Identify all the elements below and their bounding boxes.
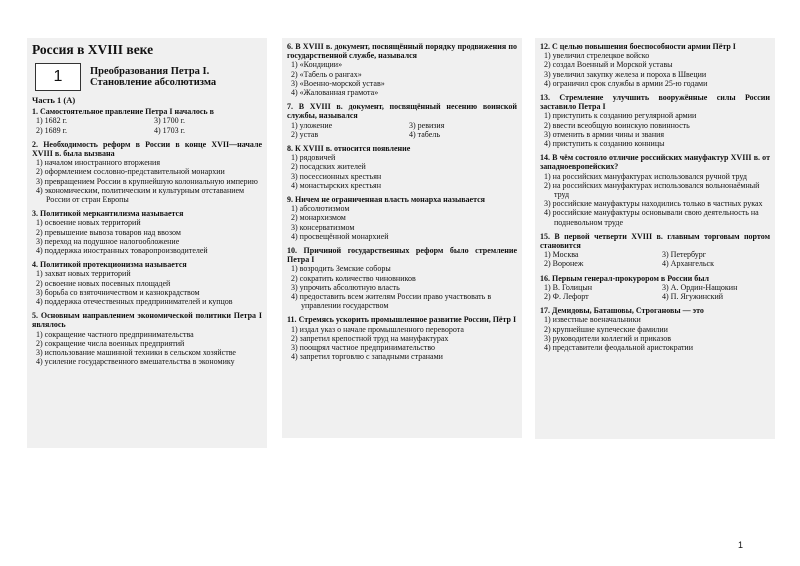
question-8 [287,144,517,190]
answer-option: 2) посадских жителей [291,162,366,172]
section-header [32,63,262,93]
question-prompt: Демидовы, Баташовы, Строгановы — это [552,306,704,316]
answer-option: 3) «Военно-морской устав» [291,78,385,88]
part-heading: Часть 1 (А) [32,95,76,105]
question-3 [32,209,262,255]
answer-option: 2) сократить количество чиновников [291,273,416,283]
answer-options [540,283,770,301]
question-text [287,102,517,120]
question-prompt: В XVIII в. документ, посвящённый порядку продвижения по государственной службе, назывался [287,42,517,61]
answer-option: 2) 1689 г. [36,125,68,135]
answer-option: 3) российские мануфактуры находились только в частных руках [544,199,763,209]
answer-option: 1) началом иностранного вторжения [36,158,161,168]
answer-option: 1) на российских мануфактурах использовался ручной труд [544,171,747,181]
page-number: 1 [738,540,744,550]
question-2 [32,140,262,204]
answer-option: 3) упрочить абсолютную власть [291,282,400,292]
answer-option: 4) «Жалованная грамота» [291,88,379,98]
question-number: 15. [540,231,550,241]
question-prompt: Стремление улучшить вооружённые силы России заставило Петра I [540,93,770,112]
answer-option: 2) ввести всеобщую воинскую повинность [544,120,690,130]
answer-option: 4) поддержка иностранных товаропроизводителей [36,246,208,256]
answer-option: 1) известные военачальники [544,315,641,325]
answer-option: 4) усиление государственного вмешательства в экономику [36,357,235,367]
question-number: 1. [32,107,38,117]
question-14 [540,153,770,227]
question-prompt: Ничем не ограниченная власть монарха называется [295,195,485,205]
answer-option: 2) превышение вывоза товаров над ввозом [36,227,181,237]
question-9 [287,195,517,241]
answer-options [32,158,262,204]
question-11 [287,315,517,361]
answer-option: 1) Москва [544,250,579,260]
answer-option: 2) оформлением сословно-представительной монархии [36,167,225,177]
question-prompt: С целью повышения боеспособности армии Пётр I [552,42,736,51]
question-number: 13. [540,93,550,103]
question-number: 10. [287,246,297,256]
answer-option: 1) издал указ о начале промышленного переворота [291,324,464,334]
answer-option: 4) Архангельск [662,259,714,269]
answer-option: 2) на российских мануфактурах использовался вольнонаёмный труд [544,180,760,200]
question-number: 9. [287,195,293,205]
question-prompt: Политикой протекционизма называется [40,260,187,270]
question-prompt: Необходимость реформ в России в конце XVII—начале XVIII в. была вызвана [32,139,263,159]
question-number: 17. [540,306,550,316]
question-number: 8. [287,144,293,154]
answer-option: 2) Воронеж [544,259,584,269]
section-number-box: 1 [35,63,81,91]
answer-option: 4) экономическим, политическим и культурным отставанием России от стран Европы [36,185,245,205]
question-number: 16. [540,273,550,283]
question-number: 5. [32,311,38,321]
answer-option: 2) монархизмом [291,213,346,223]
question-number: 3. [32,209,38,219]
answer-option: 3) консерватизмом [291,222,355,232]
question-6 [287,42,517,97]
answer-options [287,121,517,139]
question-prompt: В чём состояло отличие российских мануфактур XVIII в. от западноевропейских? [540,153,770,172]
question-text [540,306,770,315]
answer-option: 4) представители феодальной аристократии [544,343,693,353]
question-prompt: Самостоятельное правление Петра I началось в [40,107,214,117]
question-text [540,93,770,111]
answer-option: 4) российские мануфактуры основывали свою деятельность на подневольном труде [544,208,759,227]
question-number: 12. [540,42,550,51]
answer-option: 2) устав [291,129,319,139]
answer-option: 4) поддержка отечественных предпринимателей и купцов [36,297,233,307]
answer-options [540,111,770,148]
answer-option: 2) «Табель о рангах» [291,69,362,79]
answer-options [287,264,517,310]
question-prompt: Причиной государственных реформ было стремление Петра I [287,246,517,265]
answer-option: 4) 1703 г. [154,125,186,135]
answer-option: 3) поощрял частное предпринимательство [291,343,436,353]
answer-option: 2) крупнейшие купеческие фамилии [544,324,668,334]
question-13 [540,93,770,148]
answer-option: 3) ревизия [409,120,445,130]
section-title-line-1: Преобразования Петра I. [90,66,210,77]
question-15 [540,232,770,269]
answer-option: 4) запретил торговлю с западными странами [291,352,443,362]
page-column-3 [535,38,775,439]
question-list [32,107,262,366]
answer-options [287,60,517,97]
question-16 [540,274,770,302]
answer-option: 1) сокращение частного предпринимательства [36,329,194,339]
answer-option: 3) посессионных крестьян [291,171,382,181]
answer-option: 2) Ф. Лефорт [544,292,589,302]
answer-options [540,51,770,88]
answer-option: 4) П. Ягужинский [662,292,724,302]
question-7 [287,102,517,139]
answer-option: 4) предоставить всем жителям России право участвовать в управлении государством [291,292,492,311]
answer-option: 1) В. Голицын [544,282,593,292]
question-text [32,140,262,158]
answer-options [32,269,262,306]
answer-option: 3) использование машинной техники в сельском хозяйстве [36,348,236,358]
answer-option: 3) увеличил закупку железа и пороха в Швеции [544,69,707,79]
section-title [90,66,216,88]
answer-option: 4) монастырских крестьян [291,180,381,190]
answer-option: 3) борьба со взяточничеством и казнокрадством [36,287,200,297]
answer-option: 1) 1682 г. [36,116,68,126]
question-number: 7. [287,102,293,112]
answer-options [540,172,770,227]
answer-option: 3) отменить в армии чины и звания [544,129,665,139]
page-column-2 [282,38,522,438]
answer-options [287,153,517,190]
answer-option: 3) Петербург [662,250,707,260]
question-text [540,42,770,51]
question-prompt: В первой четверти XVIII в. главным торговым портом становится [540,231,771,251]
answer-option: 1) уложение [291,120,333,130]
question-text [32,107,262,116]
answer-options [540,315,770,352]
answer-option: 1) рядовичей [291,153,336,163]
answer-options [32,218,262,255]
answer-option: 1) приступить к созданию регулярной армии [544,111,697,121]
question-text [287,144,517,153]
answer-options [32,330,262,367]
question-number: 4. [32,260,38,270]
page-column-1 [27,38,267,448]
question-text [287,195,517,204]
question-list [540,42,770,352]
answer-option: 1) «Кондиции» [291,60,343,70]
answer-option: 1) захват новых территорий [36,269,131,279]
answer-options [32,116,262,134]
question-10 [287,246,517,310]
answer-option: 3) превращением России в крупнейшую колониальную империю [36,176,258,186]
question-number: 14. [540,153,550,163]
answer-option: 2) создал Военный и Морской уставы [544,60,673,70]
answer-option: 1) абсолютизмом [291,204,350,214]
answer-option: 4) просвещённой монархией [291,231,389,241]
question-12 [540,42,770,88]
answer-option: 2) сокращение числа военных предприятий [36,338,185,348]
question-prompt: Основным направлением экономической политики Петра I являлось [32,311,262,330]
question-text [287,315,517,324]
question-text [287,246,517,264]
answer-options [287,325,517,362]
question-text [540,232,770,250]
answer-option: 3) А. Ордин-Нащокин [662,282,738,292]
answer-options [287,204,517,241]
question-text [540,274,770,283]
question-5 [32,311,262,366]
answer-option: 2) запретил крепостной труд на мануфактурах [291,333,449,343]
question-prompt: В XVIII в. документ, посвящённый несению воинской службы, назывался [287,102,518,121]
question-prompt: Первым генерал-прокурором в России был [552,273,709,283]
answer-option: 1) освоение новых территорий [36,218,141,228]
answer-options [540,250,770,268]
answer-option: 3) переход на подушное налогообложение [36,236,180,246]
question-number: 2. [32,139,38,149]
answer-option: 4) приступить к созданию конницы [544,139,665,149]
question-text [540,153,770,171]
section-title-line-2: Становление абсолютизма [90,77,217,88]
page-title: Россия в XVIII веке [32,42,154,57]
question-1 [32,107,262,135]
question-number: 11. [287,315,297,325]
answer-option: 3) руководители коллегий и приказов [544,333,672,343]
answer-option: 4) ограничил срок службы в армии 25-ю годами [544,78,708,88]
question-list [287,42,517,362]
question-text [32,311,262,329]
question-17 [540,306,770,352]
answer-option: 1) увеличил стрелецкое войско [544,51,650,61]
question-number: 6. [287,42,293,51]
question-prompt: К XVIII в. относится появление [295,144,411,154]
question-text [287,42,517,60]
question-prompt: Политикой меркантилизма называется [40,209,184,219]
question-4 [32,260,262,306]
question-text [32,209,262,218]
question-prompt: Стремясь ускорить промышленное развитие России, Пётр I [298,315,517,325]
answer-option: 3) 1700 г. [154,116,186,126]
answer-option: 2) освоение новых посевных площадей [36,278,171,288]
answer-option: 4) табель [409,129,440,139]
answer-option: 1) возродить Земские соборы [291,264,391,274]
question-text [32,260,262,269]
